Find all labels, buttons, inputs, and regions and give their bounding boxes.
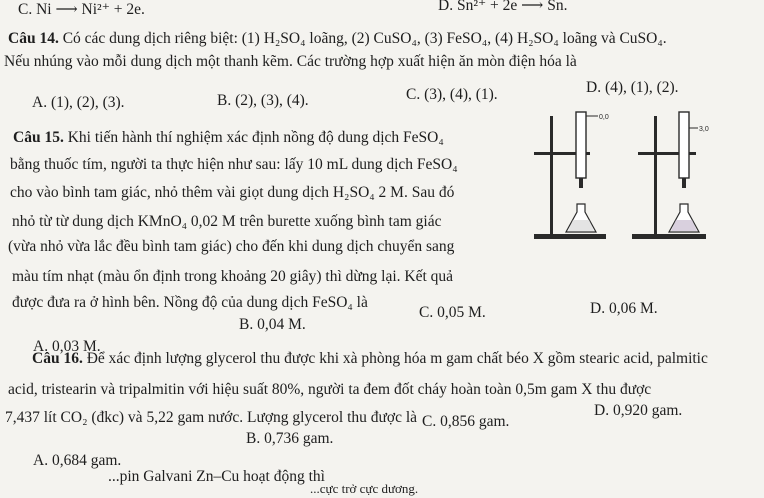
question-16-option-d: D. 0,920 gam. [594, 402, 683, 419]
question-16-line-3: 7,437 lít CO₂ (đkc) và 5,22 gam nước. Lượng glycerol thu được là [5, 409, 418, 426]
question-15-line-5: (vừa nhỏ vừa lắc đều bình tam giác) cho đến khi dung dịch chuyển sang [8, 238, 455, 255]
question-15-text-1: Khi tiến hành thí nghiệm xác định nồng độ dung dịch FeSO₄ [67, 129, 444, 146]
burette-setup-initial [534, 112, 609, 239]
burette-2 [679, 112, 689, 178]
titration-figure [526, 108, 712, 246]
question-15-line-3: cho vào bình tam giác, nhỏ thêm vài giọt dung dịch H₂SO₄ 2 M. Sau đó [10, 184, 455, 201]
question-15-option-c: C. 0,05 M. [419, 304, 486, 321]
question-15-option-d: D. 0,06 M. [590, 300, 658, 317]
burette-reading-2: 3,0 [699, 126, 709, 133]
stand-rod-2 [654, 116, 657, 236]
question-15-line-6: màu tím nhạt (màu ổn định trong khoảng 20 giây) thì dừng lại. Kết quả [12, 268, 454, 285]
stand-rod-1 [550, 116, 553, 236]
question-16-line-2: acid, tristearin và tripalmitin với hiệu suất 80%, người ta đem đốt cháy hoàn toàn 0,5m gam X thu được [8, 381, 652, 398]
question-15-line-4: nhỏ từ từ dung dịch KMnO₄ 0,02 M trên burette xuống bình tam giác [12, 213, 442, 230]
question-16-label: Câu 16. [32, 350, 83, 367]
question-14-option-c: C. (3), (4), (1). [406, 86, 498, 103]
question-15-option-b: B. 0,04 M. [239, 316, 306, 333]
burette-reading-1: 0,0 [599, 114, 609, 121]
question-15-option-a: A. 0,03 M. [33, 338, 101, 355]
question-16-option-b: B. 0,736 gam. [246, 430, 334, 447]
question-14-option-b: B. (2), (3), (4). [217, 92, 309, 109]
option-d-prev: D. Sn²⁺ + 2e ⟶ Sn. [438, 0, 568, 14]
stopcock-1 [579, 178, 583, 188]
question-14-line-2: Nếu nhúng vào mỗi dung dịch một thanh kẽm. Các trường hợp xuất hiện ăn mòn điện hóa là [4, 53, 577, 70]
question-14-option-d: D. (4), (1), (2). [586, 79, 679, 96]
burette-setup-final [632, 112, 709, 239]
burette-1 [576, 112, 586, 178]
question-15-line-1 [13, 129, 444, 147]
question-15-line-2: bằng thuốc tím, người ta thực hiện như sau: lấy 10 mL dung dịch FeSO₄ [10, 156, 458, 173]
option-c-prev: C. Ni ⟶ Ni²⁺ + 2e. [18, 1, 145, 18]
question-16-line-1 [32, 350, 708, 368]
next-question-fragment-2: ...cực trở cực dương. [310, 481, 419, 496]
question-16-text-1: Để xác định lượng glycerol thu được khi xà phòng hóa m gam chất béo X gồm stearic acid, palmitic [86, 350, 708, 367]
question-14-label: Câu 14. [8, 30, 59, 47]
question-16-option-c: C. 0,856 gam. [422, 413, 510, 430]
question-14-option-a: A. (1), (2), (3). [32, 94, 125, 111]
next-question-fragment-1: ...pin Galvani Zn–Cu hoạt động thì [108, 468, 325, 485]
stand-base-2 [632, 234, 706, 239]
question-15-line-7: được đưa ra ở hình bên. Nồng độ của dung dịch FeSO₄ là [12, 294, 368, 311]
question-15-label: Câu 15. [13, 129, 64, 146]
stand-base-1 [534, 234, 606, 239]
question-14-text-1: Có các dung dịch riêng biệt: (1) H₂SO₄ loãng, (2) CuSO₄, (3) FeSO₄, (4) H₂SO₄ loãng và CuSO₄. [62, 30, 667, 47]
stopcock-2 [682, 178, 686, 188]
question-16-option-a: A. 0,684 gam. [33, 452, 122, 469]
question-14-line-1 [8, 30, 667, 48]
